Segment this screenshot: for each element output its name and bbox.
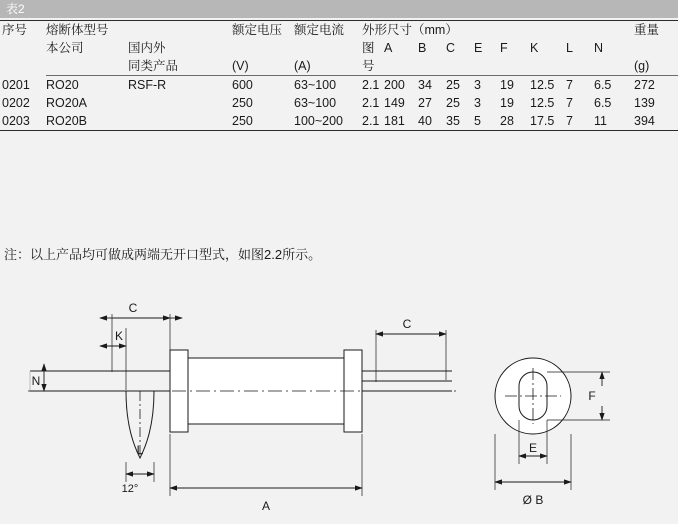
cell-dim-n: 11	[594, 112, 634, 131]
table-row	[0, 76, 678, 95]
cell-dim-n: 6.5	[594, 96, 612, 110]
header-voltage: 额定电压	[232, 21, 294, 58]
header-seq: 序号	[0, 21, 46, 76]
cell-voltage: 600	[232, 78, 253, 92]
header-dim-b: B	[418, 41, 427, 55]
cell-dim-k: 12.5	[530, 96, 555, 110]
cell-voltage: 250	[232, 112, 294, 131]
dim-label-e: E	[528, 441, 538, 455]
cell-dim-c: 35	[446, 112, 474, 131]
cell-model-other	[128, 94, 232, 112]
header-model-other: 国内外	[128, 41, 166, 55]
header-dim-l: L	[566, 41, 573, 55]
dim-label-n: N	[31, 374, 41, 388]
header-dim-n-sub	[594, 57, 634, 76]
cell-current: 63~100	[294, 96, 337, 110]
cell-voltage: 250	[232, 96, 253, 110]
cell-dim-b: 34	[418, 78, 432, 92]
cell-dim-b: 27	[418, 96, 432, 110]
dim-label-a: A	[261, 499, 271, 513]
table-caption-label: 表2	[6, 2, 25, 16]
header-weight-unit: (g)	[634, 57, 678, 76]
header-dim-k: K	[530, 41, 539, 55]
header-dimensions-group: 外形尺寸（mm）	[362, 21, 634, 40]
table-row	[0, 94, 678, 112]
cell-dim-n: 6.5	[594, 78, 612, 92]
cell-dim-b: 40	[418, 112, 446, 131]
cell-current: 63~100	[294, 78, 337, 92]
cell-weight: 394	[634, 112, 678, 131]
header-dim-f-sub	[500, 57, 530, 76]
cell-dim-e: 3	[474, 78, 481, 92]
cell-dim-a: 181	[384, 112, 418, 131]
header-model-group-spacer	[180, 21, 232, 40]
cell-dim-f: 28	[500, 112, 530, 131]
note-text: 注：以上产品均可做成两端无开口型式，如图2.2所示。	[4, 247, 322, 262]
cell-seq: 0202	[2, 96, 30, 110]
dim-label-f: F	[588, 389, 596, 403]
header-model-group: 熔断体型号	[46, 21, 180, 40]
cell-dim-c: 25	[446, 96, 460, 110]
cell-dim-e: 3	[474, 96, 481, 110]
table-caption-bar	[0, 0, 678, 18]
table-row	[0, 112, 678, 131]
header-dim-n: N	[594, 41, 604, 55]
dim-label-angle: 12°	[121, 483, 139, 495]
cell-dim-k: 12.5	[530, 78, 555, 92]
specification-table	[0, 20, 678, 131]
cell-dim-a: 200	[384, 78, 405, 92]
header-dim-e-sub	[474, 57, 500, 76]
header-model-our: 本公司	[46, 41, 84, 55]
fuse-dimension-drawing	[0, 286, 678, 524]
header-dim-b-sub	[418, 57, 446, 76]
table-header-row-1	[0, 21, 678, 40]
dim-label-c-left: C	[128, 301, 138, 315]
header-voltage-unit: (V)	[232, 57, 294, 76]
table-header-row-3	[0, 57, 678, 76]
header-figure: 图	[362, 41, 375, 55]
cell-figure: 2.1	[362, 96, 380, 110]
header-dim-k-sub	[530, 57, 566, 76]
cell-dim-c: 25	[446, 78, 460, 92]
technical-drawing	[0, 286, 678, 524]
cell-dim-l: 7	[566, 78, 573, 92]
cell-model-other: RSF-R	[128, 78, 167, 92]
cell-figure: 2.1	[362, 78, 380, 92]
cell-dim-f: 19	[500, 78, 514, 92]
cell-model-our: RO20B	[46, 112, 128, 131]
header-dim-l-sub	[566, 57, 594, 76]
cell-weight: 139	[634, 96, 655, 110]
cell-dim-k: 17.5	[530, 112, 566, 131]
cell-dim-e: 5	[474, 112, 500, 131]
cell-model-other	[128, 112, 232, 131]
dim-label-c-right: C	[402, 317, 412, 331]
cell-weight: 272	[634, 78, 655, 92]
cell-dim-f: 19	[500, 96, 514, 110]
header-dim-f: F	[500, 41, 508, 55]
header-dim-c: C	[446, 41, 456, 55]
header-dim-e: E	[474, 41, 483, 55]
header-weight: 重量	[634, 21, 678, 58]
cell-model-our: RO20A	[46, 96, 87, 110]
cell-model-our: RO20	[46, 78, 79, 92]
header-model-other-sub: 同类产品	[128, 57, 232, 76]
cell-current: 100~200	[294, 112, 362, 131]
cell-dim-l: 7	[566, 96, 573, 110]
header-model-our-sub	[46, 57, 128, 76]
header-current-unit: (A)	[294, 57, 362, 76]
dim-label-k: K	[114, 329, 124, 343]
cell-seq: 0201	[2, 77, 30, 92]
header-figure-sub: 号	[362, 57, 384, 76]
dim-label-l: L	[136, 443, 144, 457]
cell-seq: 0203	[0, 112, 46, 131]
header-dim-c-sub	[446, 57, 474, 76]
header-dim-a: A	[384, 41, 393, 55]
cell-dim-l: 7	[566, 112, 594, 131]
cell-figure: 2.1	[362, 112, 384, 131]
cell-dim-a: 149	[384, 96, 405, 110]
dim-label-diameter-b: Ø B	[522, 493, 544, 507]
header-current: 额定电流	[294, 21, 362, 58]
header-dim-a-sub	[384, 57, 418, 76]
